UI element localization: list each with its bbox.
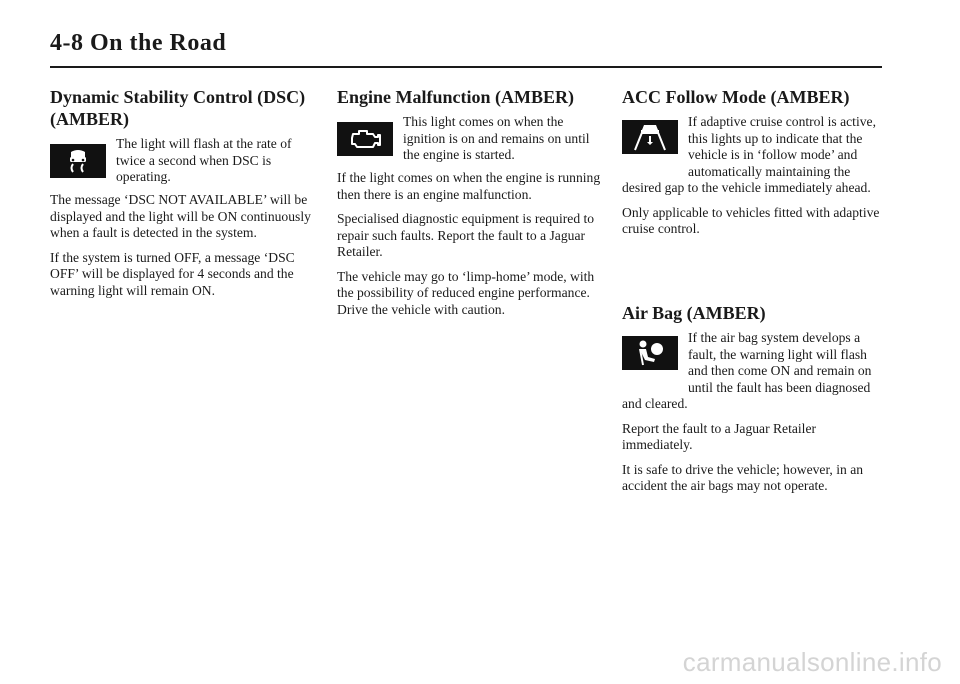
section-acc — [622, 86, 886, 246]
section-airbag — [622, 302, 886, 503]
engine-icon — [337, 122, 393, 156]
acc-paragraph: Only applicable to vehicles fitted with adaptive cruise control. — [622, 204, 880, 236]
dsc-intro — [50, 136, 314, 192]
section-dsc — [50, 86, 314, 307]
dsc-paragraph: The message ‘DSC NOT AVAILABLE’ will be displayed and the light will be ON continuously when a fault is detected in the system. — [50, 192, 311, 240]
airbag-intro-text: If the air bag system develops a fault, the warning light will flash and then come ON and remain on until the fault has been diagnosed and cleared. — [622, 330, 872, 411]
section-title-acc: ACC Follow Mode (AMBER) — [622, 87, 850, 107]
section-title-airbag: Air Bag (AMBER) — [622, 303, 766, 323]
acc-intro-text: If adaptive cruise control is active, this lights up to indicate that the vehicle is in ‘follow mode’ and automatically maintaining the desired gap to the vehicle immediately ahead. — [622, 114, 876, 195]
section-engine — [337, 86, 601, 326]
acc-follow-icon — [622, 120, 678, 154]
watermark: carmanualsonline.info — [682, 647, 942, 677]
engine-paragraph: If the light comes on when the engine is running then there is an engine malfunction. — [337, 170, 601, 202]
dsc-paragraph: If the system is turned OFF, a message ‘DSC OFF’ will be displayed for 4 seconds and the warning light will remain ON. — [50, 249, 295, 298]
page-header: 4-8 On the Road — [50, 30, 227, 56]
section-title-dsc: Dynamic Stability Control (DSC) (AMBER) — [50, 87, 306, 129]
dsc-skid-icon — [50, 144, 106, 178]
engine-intro — [337, 114, 601, 170]
airbag-intro — [622, 330, 886, 413]
engine-paragraph: The vehicle may go to ‘limp-home’ mode, with the possibility of reduced engine performance. Drive the vehicle with caution. — [337, 268, 595, 317]
engine-paragraph: Specialised diagnostic equipment is required to repair such faults. Report the fault to a Jaguar Retailer. — [337, 211, 595, 259]
acc-intro — [622, 114, 886, 197]
airbag-paragraph: It is safe to drive the vehicle; however, in an accident the air bags may not operate. — [622, 461, 864, 493]
header-rule — [50, 66, 882, 68]
section-title-engine: Engine Malfunction (AMBER) — [337, 87, 575, 107]
dsc-intro-text: The light will flash at the rate of twice a second when DSC is operating. — [116, 136, 292, 184]
airbag-paragraph: Report the fault to a Jaguar Retailer immediately. — [622, 420, 817, 452]
engine-intro-text: This light comes on when the ignition is on and remains on until the engine is started. — [403, 114, 590, 162]
airbag-icon — [622, 336, 678, 370]
